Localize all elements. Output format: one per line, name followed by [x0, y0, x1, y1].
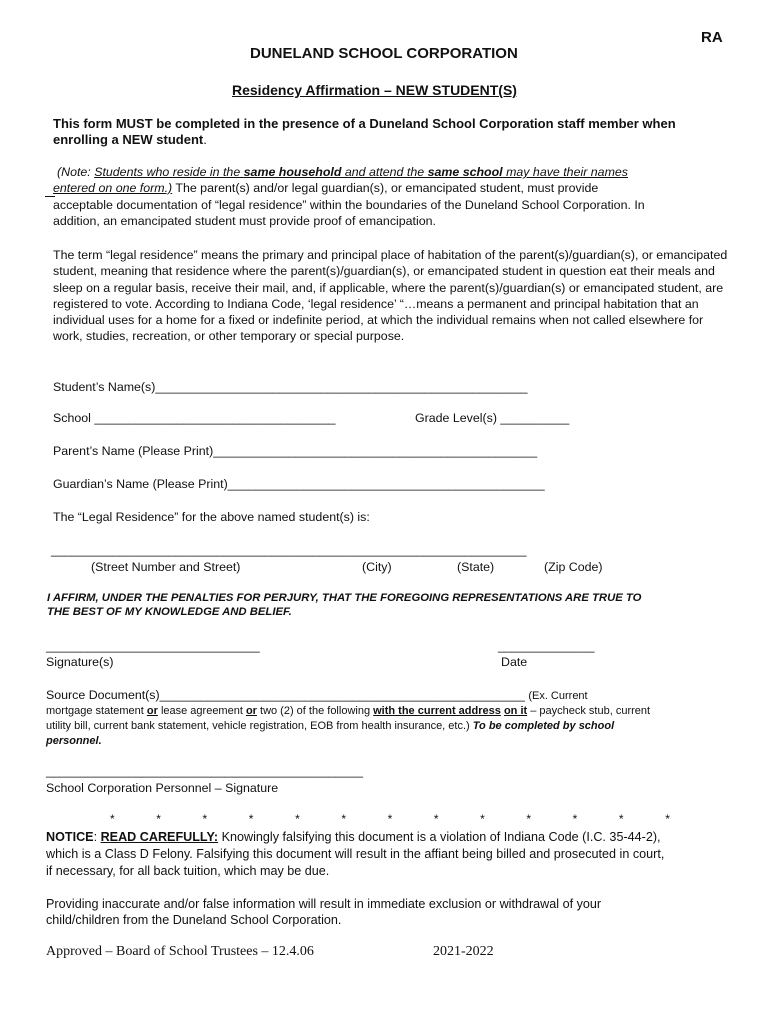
note-line-3: acceptable documentation of “legal residence” within the boundaries of the Duneland School Corporation. In [53, 198, 645, 212]
grade-level-field[interactable]: Grade Level(s) __________ [415, 411, 570, 425]
address-field[interactable]: _____________________________________________________________________ [51, 543, 527, 557]
star-divider [110, 812, 670, 826]
star: * [156, 812, 161, 826]
star: * [341, 812, 346, 826]
form-title: Residency Affirmation – NEW STUDENT(S) [232, 82, 517, 98]
personnel-signature-label: School Corporation Personnel – Signature [46, 781, 279, 795]
student-names-field[interactable]: Student’s Name(s)______________________________________________________ [53, 380, 528, 394]
city-label: (City) [362, 560, 392, 574]
affirmation-line-1: I AFFIRM, UNDER THE PENALTIES FOR PERJURY, THAT THE FOREGOING REPRESENTATIONS ARE TRUE TO [47, 592, 642, 604]
state-label: (State) [457, 560, 495, 574]
source-documents-line-2: mortgage statement or lease agreement or two (2) of the following with the current address on it – paycheck stub, current [46, 705, 651, 717]
intro-text: This form MUST be completed in the presence of a Duneland School Corporation staff member when enrolling a NEW student. [53, 116, 676, 148]
providing-line-2: child/children from the Duneland School Corporation. [46, 913, 342, 927]
date-label: Date [501, 655, 528, 669]
star: * [110, 812, 115, 826]
organization-title: DUNELAND SCHOOL CORPORATION [250, 45, 518, 62]
affirmation-line-2: THE BEST OF MY KNOWLEDGE AND BELIEF. [47, 606, 292, 618]
star: * [618, 812, 624, 826]
legal-residence-definition: The term “legal residence” means the primary and principal place of habitation of the parent(s)/guardian(s), or emancipated student, meaning that residence where the parent(s)/guardian(s), or emancipated student in question eat their meals and sleep on a regular basis, receive their mail, and, if applicable, where the parent(s)/guardian(s) or emancipated student, are registered to vote. According to Indiana Code, ‘legal residence’ “…means a permanent and principal habitation that an individual uses for a home for a fixed or indefinite period, at which the individual remains when not called elsewhere for work, studies, recreation, or other temporary or special purpose. [53, 248, 728, 344]
source-documents-line-4: personnel. [46, 735, 102, 747]
zip-label: (Zip Code) [544, 560, 603, 574]
notice-line-3: if necessary, for all back tuition, which may be due. [46, 864, 330, 878]
note-rule [45, 196, 55, 197]
star: * [480, 812, 485, 826]
date-field[interactable]: ______________ [498, 639, 595, 653]
parent-name-field[interactable]: Parent’s Name (Please Print)_______________________________________________ [53, 444, 538, 458]
note-line-2: entered on one form.) The parent(s) and/or legal guardian(s), or emancipated student, must provide [53, 181, 599, 195]
star: * [202, 812, 208, 826]
notice-line-2: which is a Class D Felony. Falsifying this document will result in the affiant being billed and prosecuted in court, [46, 847, 665, 861]
guardian-name-field[interactable]: Guardian’s Name (Please Print)______________________________________________ [53, 477, 545, 491]
star: * [433, 812, 439, 826]
star: * [295, 812, 300, 826]
personnel-signature-field[interactable]: ______________________________________________ [46, 764, 363, 778]
star: * [248, 812, 254, 826]
source-documents-field[interactable]: Source Document(s)_____________________________________________________ (Ex. Current [46, 688, 588, 702]
providing-line-1: Providing inaccurate and/or false information will result in immediate exclusion or withdrawal of your [46, 897, 602, 911]
street-label: (Street Number and Street) [91, 560, 241, 574]
school-year: 2021-2022 [433, 944, 494, 959]
signature-label: Signature(s) [46, 655, 114, 669]
star: * [387, 812, 393, 826]
signature-field[interactable]: _______________________________ [46, 639, 260, 653]
star: * [665, 812, 670, 826]
source-documents-line-3: utility bill, current bank statement, vehicle registration, EOB from health insurance, etc.) To be completed by school [46, 720, 615, 732]
legal-residence-label: The “Legal Residence” for the above named student(s) is: [53, 510, 370, 524]
note-line-1: (Note: Students who reside in the same household and attend the same school may have their names [57, 165, 628, 179]
approval-footer: Approved – Board of School Trustees – 12.4.06 [46, 944, 314, 959]
star: * [526, 812, 532, 826]
note-line-4: addition, an emancipated student must provide proof of emancipation. [53, 214, 436, 228]
star: * [572, 812, 578, 826]
notice-line-1: NOTICE: READ CAREFULLY: Knowingly falsifying this document is a violation of Indiana Code (I.C. 35-44-2), [46, 830, 661, 844]
school-field[interactable]: School ___________________________________ [53, 411, 336, 425]
form-code: RA [701, 29, 723, 46]
